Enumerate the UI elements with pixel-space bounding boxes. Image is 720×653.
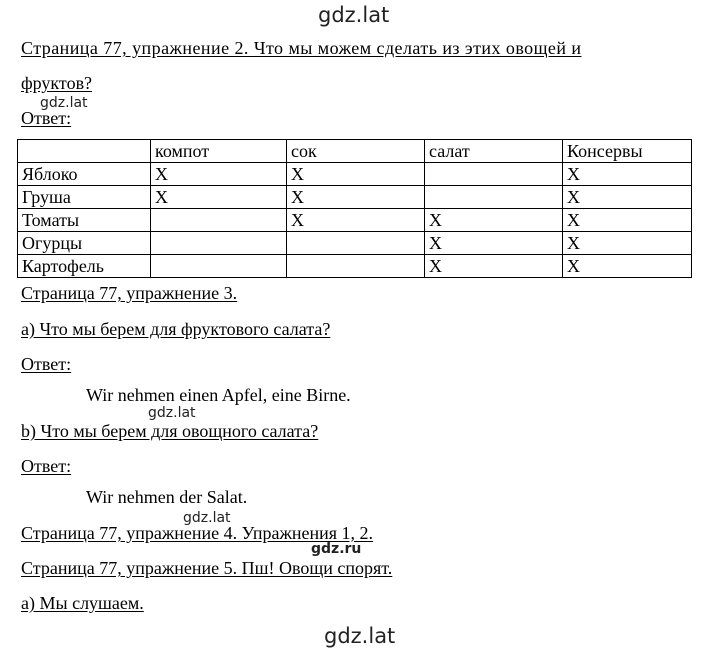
table-cell: X [151,163,287,186]
exercise-5-heading: Страница 77, упражнение 5. Пш! Овощи спорят. [21,558,393,578]
question-b: b) Что мы берем для овощного салата? [21,421,319,441]
watermark-bottom: gdz.lat [324,624,396,648]
table-row [18,209,692,232]
exercise-4-heading: Страница 77, упражнение 4. Упражнения 1, 2. [21,523,374,543]
exercise-2-heading-line2: фруктов? [21,73,93,93]
table-cell [425,186,563,209]
table-cell: X [563,186,692,209]
table-cell: X [563,232,692,255]
table-cell: X [287,209,425,232]
table-cell [151,209,287,232]
answer-label-a: Ответ: [21,354,72,374]
exercise-3-heading: Страница 77, упражнение 3. [21,283,238,303]
answer-b-text: Wir nehmen der Salat. [86,487,248,507]
table-cell [287,232,425,255]
table-cell: X [151,186,287,209]
watermark-ru: gdz.ru [311,541,362,557]
table-cell: Груша [18,186,151,209]
question-a: a) Что мы берем для фруктового салата? [21,319,331,339]
table-cell: X [425,209,563,232]
table-header-cell [18,140,151,163]
table-header-cell: компот [151,140,287,163]
table-row [18,186,692,209]
table-row [18,255,692,278]
table-cell [287,255,425,278]
watermark-mid: gdz.lat [148,405,196,421]
table-cell [151,232,287,255]
table-cell: X [425,232,563,255]
table-cell: X [563,255,692,278]
table-row [18,163,692,186]
table-header-cell: сок [287,140,425,163]
watermark-top: gdz.lat [318,3,390,27]
table-cell: X [287,163,425,186]
table-header-cell: салат [425,140,563,163]
table-header-row [18,140,692,163]
answer-label-ex2: Ответ: [21,108,72,128]
answer-label-b: Ответ: [21,456,72,476]
exercise-2-heading-line1: Страница 77, упражнение 2. Что мы можем сделать из этих овощей и [21,38,582,58]
watermark-answer: gdz.lat [40,95,88,111]
table-cell: X [563,209,692,232]
fruit-vegetable-table [17,139,692,278]
item-a: a) Мы слушаем. [21,593,144,613]
table-cell: Огурцы [18,232,151,255]
table-cell: Томаты [18,209,151,232]
table-row [18,232,692,255]
table-cell: X [287,186,425,209]
table-cell [425,163,563,186]
table-cell [151,255,287,278]
table-cell: X [425,255,563,278]
table-header-cell: Консервы [563,140,692,163]
watermark-ex4: gdz.lat [183,510,231,526]
table-cell: Картофель [18,255,151,278]
table-cell: Яблоко [18,163,151,186]
answer-a-text: Wir nehmen einen Apfel, eine Birne. [86,385,351,405]
table-cell: X [563,163,692,186]
